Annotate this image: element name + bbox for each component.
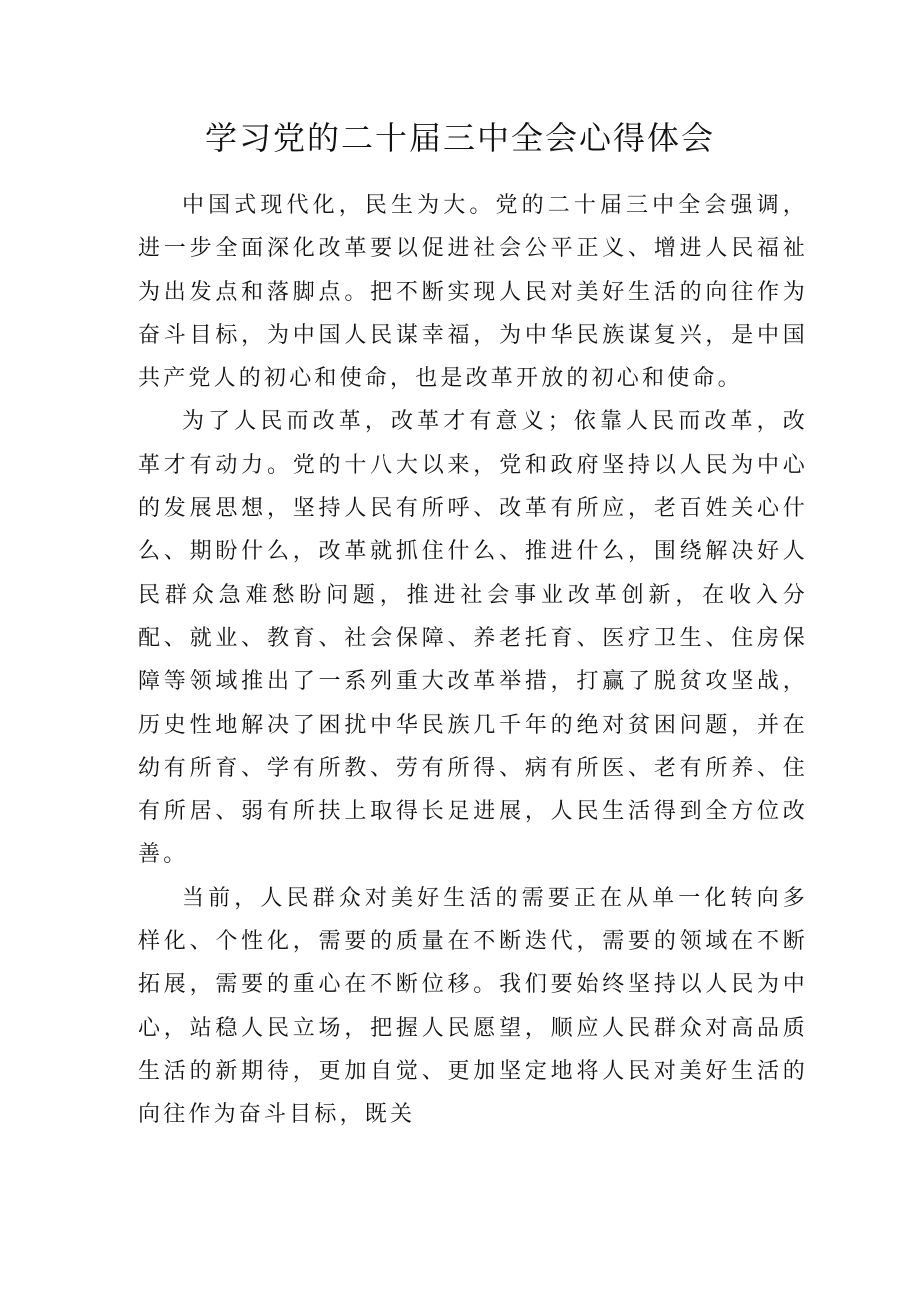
- paragraph-1: 中国式现代化，民生为大。党的二十届三中全会强调，进一步全面深化改革要以促进社会公平正义、增进人民福祉为出发点和落脚点。把不断实现人民对美好生活的向往作为奋斗目标，为中国人民谋幸福，为中华民族谋复兴，是中国共产党人的初心和使命，也是改革开放的初心和使命。: [138, 193, 808, 392]
- document-title: 学习党的二十届三中全会心得体会: [204, 119, 715, 157]
- paragraph-2: 为了人民而改革，改革才有意义；依靠人民而改革，改革才有动力。党的十八大以来，党和政府坚持以人民为中心的发展思想，坚持人民有所呼、改革有所应，老百姓关心什么、期盼什么，改革就抓住什么、推进什么，围绕解决好人民群众急难愁盼问题，推进社会事业改革创新，在收入分配、就业、教育、社会保障、养老托育、医疗卫生、住房保障等领域推出了一系列重大改革举措，打赢了脱贫攻坚战，历史性地解决了困扰中华民族几千年的绝对贫困问题，并在幼有所育、学有所教、劳有所得、病有所医、老有所养、住有所居、弱有所扶上取得长足进展，人民生活得到全方位改善。: [138, 409, 808, 868]
- document-body: [138, 184, 808, 1137]
- paragraph-3: 当前，人民群众对美好生活的需要正在从单一化转向多样化、个性化，需要的质量在不断迭代，需要的领域在不断拓展，需要的重心在不断位移。我们要始终坚持以人民为中心，站稳人民立场，把握人民愿望，顺应人民群众对高品质生活的新期待，更加自觉、更加坚定地将人民对美好生活的向往作为奋斗目标，既关: [138, 885, 808, 1128]
